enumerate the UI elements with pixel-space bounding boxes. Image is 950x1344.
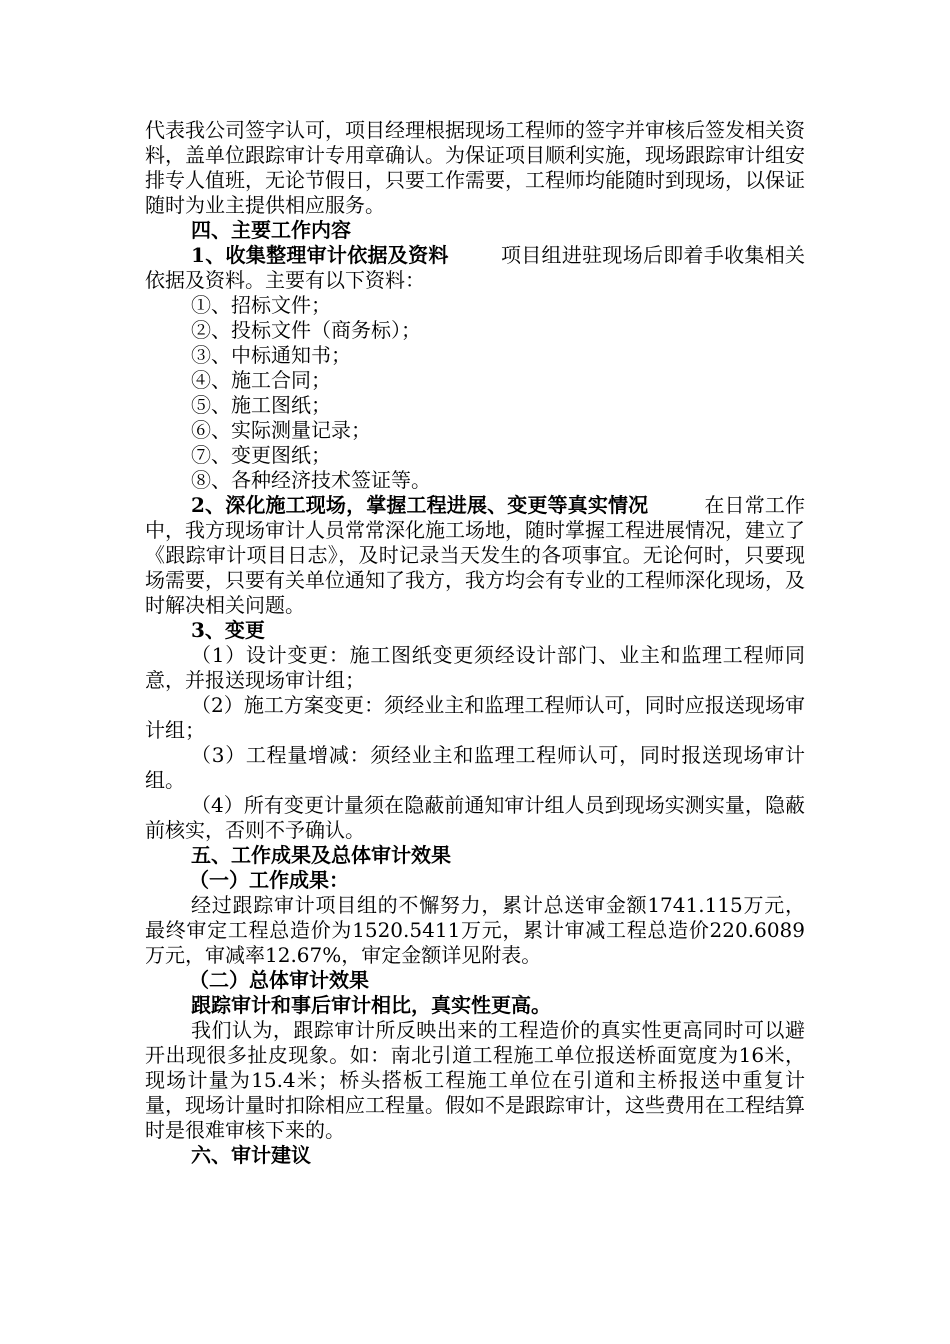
list-item: ⑧、各种经济技术签证等。 xyxy=(191,468,431,492)
section-4-2-title: 2、深化施工现场，掌握工程进展、变更等真实情况 xyxy=(191,493,649,517)
change-item: （2）施工方案变更：须经业主和监理工程师认可，同时应报送现场审计组； xyxy=(145,693,805,742)
change-item: （4）所有变更计量须在隐蔽前通知审计组人员到现场实测实量，隐蔽前核实，否则不予确认。 xyxy=(145,793,805,842)
section-4-heading: 四、主要工作内容 xyxy=(191,218,351,242)
list-item: ③、中标通知书； xyxy=(191,343,351,367)
list-item: ④、施工合同； xyxy=(191,368,331,392)
materials-list xyxy=(145,293,805,493)
list-item: ②、投标文件（商务标）； xyxy=(191,318,421,342)
section-5-2-heading: （二）总体审计效果 xyxy=(189,968,369,992)
document-page xyxy=(145,118,805,1168)
section-4-3-heading: 3、变更 xyxy=(191,618,265,642)
list-item: ⑥、实际测量记录； xyxy=(191,418,371,442)
list-item: ①、招标文件； xyxy=(191,293,331,317)
change-item: （1）设计变更：施工图纸变更须经设计部门、业主和监理工程师同意，并报送现场审计组； xyxy=(145,643,805,692)
list-item: ⑤、施工图纸； xyxy=(191,393,331,417)
section-4-1-title: 1、收集整理审计依据及资料 xyxy=(191,243,449,267)
intro-paragraph: 代表我公司签字认可，项目经理根据现场工程师的签字并审核后签发相关资料，盖单位跟踪审计专用章确认。为保证项目顺利实施，现场跟踪审计组安排专人值班，无论节假日，只要工作需要，工程师均能随时到现场，以保证随时为业主提供相应服务。 xyxy=(145,118,805,217)
section-4-2-paragraph xyxy=(145,493,805,618)
result-paragraph: 经过跟踪审计项目组的不懈努力，累计总送审金额1741.115万元，最终审定工程总造价为1520.5411万元，累计审减工程总造价220.6089万元，审减率12.67%，审定金额详见附表。 xyxy=(145,893,805,967)
list-item: ⑦、变更图纸； xyxy=(191,443,331,467)
effect-bold-line: 跟踪审计和事后审计相比，真实性更高。 xyxy=(191,993,551,1017)
effect-paragraph: 我们认为，跟踪审计所反映出来的工程造价的真实性更高同时可以避开出现很多扯皮现象。如：南北引道工程施工单位报送桥面宽度为16米，现场计量为15.4米；桥头搭板工程施工单位在引道和主桥报送中重复计量，现场计量时扣除相应工程量。假如不是跟踪审计，这些费用在工程结算时是很难审核下来的。 xyxy=(145,1018,805,1142)
section-4-2-text: 在日常工作中，我方现场审计人员常常深化施工场地，随时掌握工程进展情况，建立了《跟踪审计项目日志》，及时记录当天发生的各项事宜。无论何时，只要现场需要，只要有关单位通知了我方，我方均会有专业的工程师深化现场，及时解决相关问题。 xyxy=(145,493,805,617)
section-4-1-paragraph xyxy=(145,243,805,293)
section-4-1-text: 项目组进驻现场后即着手收集相关依据及资料。主要有以下资料： xyxy=(145,243,805,292)
section-5-heading: 五、工作成果及总体审计效果 xyxy=(191,843,451,867)
section-5-1-heading: （一）工作成果： xyxy=(189,868,349,892)
change-item: （3）工程量增减：须经业主和监理工程师认可，同时报送现场审计组。 xyxy=(145,743,805,792)
section-6-heading: 六、审计建议 xyxy=(191,1143,311,1167)
